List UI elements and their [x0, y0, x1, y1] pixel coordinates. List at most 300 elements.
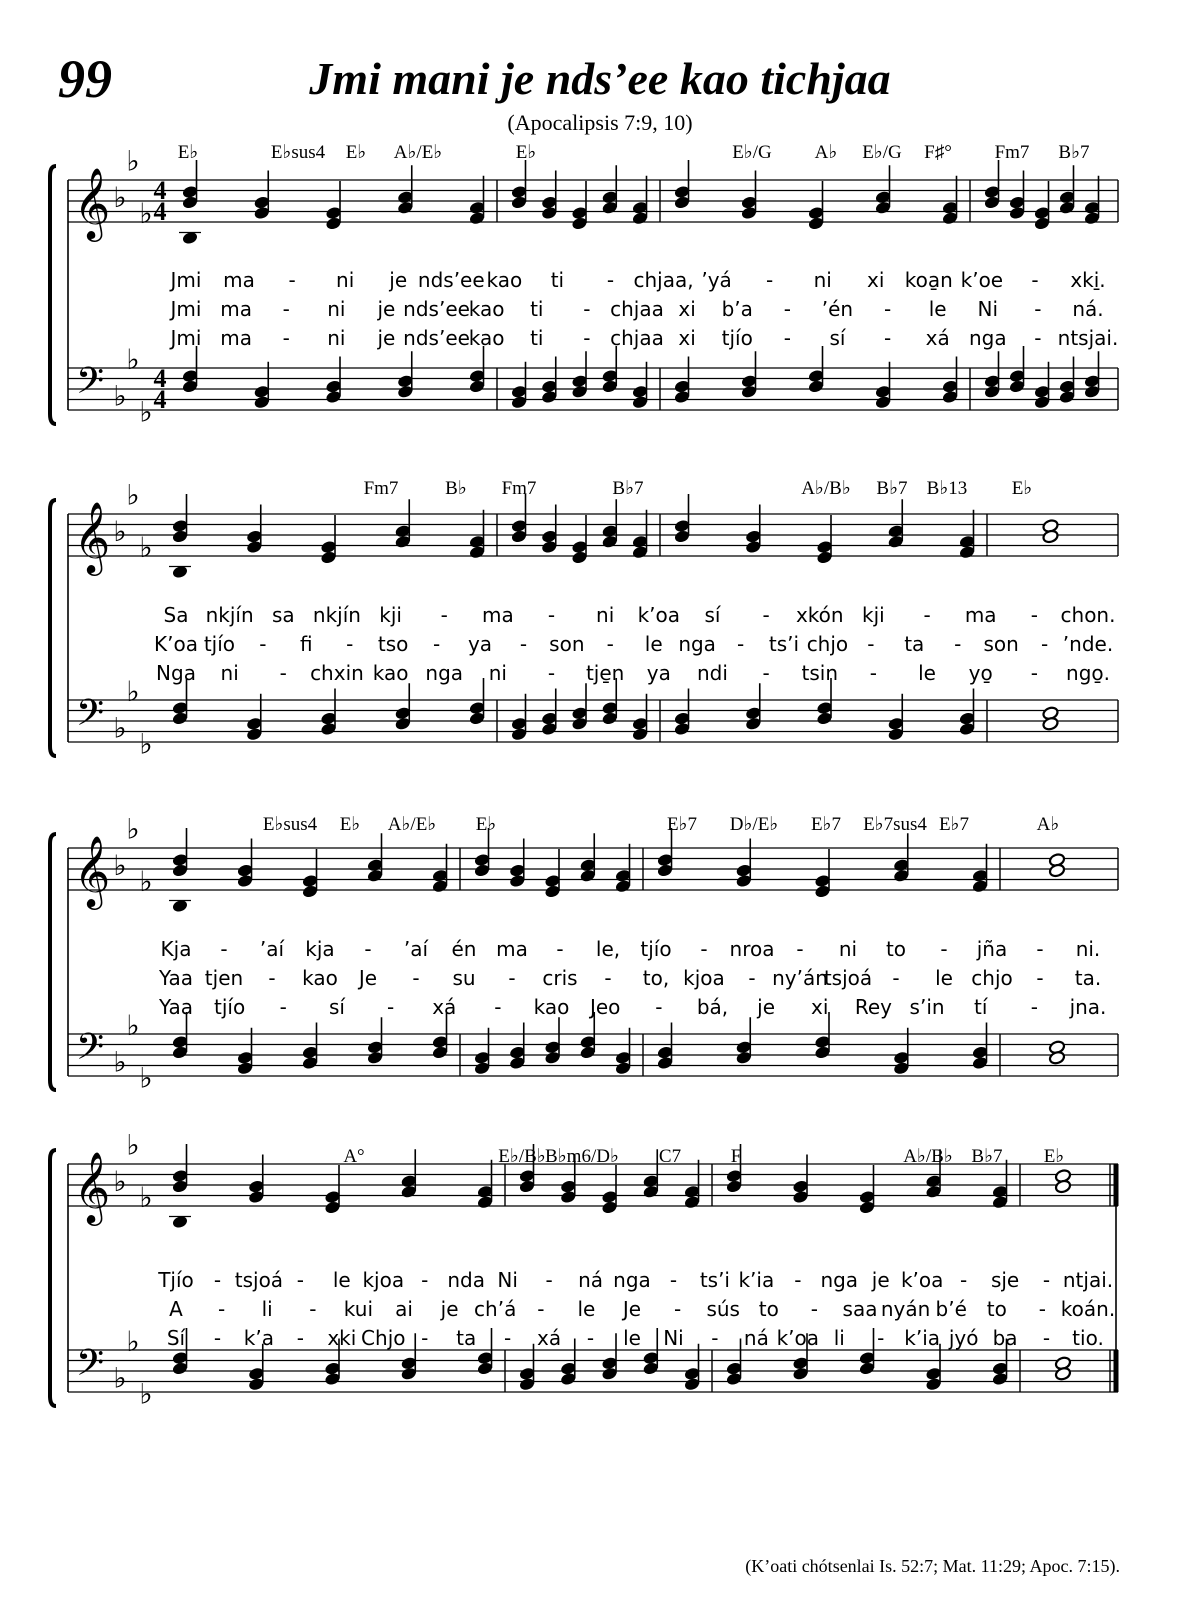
- lyric-syllable: le: [918, 661, 936, 685]
- flat-icon: ♭: [126, 1008, 140, 1042]
- lyric-syllable: ma: [220, 297, 252, 321]
- lyric-syllable: xi: [811, 995, 829, 1019]
- lyric-syllable: Jmi: [170, 326, 202, 350]
- lyric-syllable: yo̱: [968, 661, 993, 685]
- treble-clef-icon: 𝄞: [73, 166, 111, 239]
- lyric-syllable: le: [644, 632, 663, 656]
- chord-symbol: B♭7: [971, 1146, 1003, 1167]
- lyric-hyphen: -: [282, 326, 290, 350]
- lyric-syllable: kji: [379, 603, 402, 627]
- lyric-hyphen: -: [259, 632, 267, 656]
- chord-symbol: D♭/E♭: [729, 814, 779, 835]
- chord-symbol: Fm7: [501, 478, 537, 499]
- lyric-syllable: xi: [867, 268, 885, 292]
- lyric-syllable: k’ia: [904, 1326, 941, 1350]
- flat-icon: ♭: [113, 181, 127, 214]
- lyric-syllable: chxin: [310, 661, 364, 685]
- flat-icon: ♭: [113, 515, 127, 548]
- lyric-hyphen: -: [346, 632, 354, 656]
- lyric-syllable: ntsjai.: [1057, 326, 1119, 350]
- lyric-hyphen: -: [669, 1268, 678, 1292]
- lyric-syllable: koa̱n: [904, 268, 953, 292]
- chord-symbol: E♭sus4: [262, 814, 318, 835]
- chord-symbol: E♭: [177, 142, 199, 163]
- lyric-syllable: nga: [425, 661, 464, 685]
- lyric-hyphen: -: [220, 937, 228, 961]
- lyric-syllable: kao: [468, 297, 505, 321]
- lyric-syllable: ’aí: [403, 937, 429, 961]
- time-signature-bass: 4: [153, 364, 167, 393]
- lyric-syllable: xkón: [795, 603, 844, 627]
- lyric-syllable: tio.: [1072, 1326, 1104, 1350]
- system-bracket: [50, 834, 56, 1090]
- lyric-syllable: tjío: [721, 326, 753, 350]
- lyric-syllable: Ni: [497, 1268, 518, 1292]
- lyric-syllable: je: [871, 1268, 890, 1292]
- lyric-syllable: xá: [537, 1326, 562, 1350]
- lyric-hyphen: -: [412, 966, 420, 990]
- lyric-syllable: ni: [336, 268, 355, 292]
- lyric-syllable: ma: [964, 603, 997, 627]
- chord-symbol: E♭sus4: [270, 142, 326, 163]
- chord-symbol: F: [730, 1146, 742, 1167]
- lyric-syllable: ts’i: [699, 1268, 731, 1292]
- lyric-hyphen: -: [604, 966, 612, 990]
- hymn-title: Jmi mani je nds’ee kao tichjaa: [309, 53, 891, 104]
- chord-symbol: B♭: [445, 478, 467, 499]
- time-signature-treble: 4: [153, 176, 167, 205]
- lyric-syllable: le,: [595, 937, 621, 961]
- lyric-syllable: xki̱.: [1070, 268, 1106, 292]
- lyric-hyphen: -: [519, 632, 528, 656]
- lyric-syllable: Jmi: [170, 297, 202, 321]
- lyric-syllable: tsjoá: [823, 966, 873, 990]
- lyric-syllable: Je: [622, 1297, 642, 1321]
- lyric-syllable: le: [332, 1268, 351, 1292]
- lyric-syllable: ná: [743, 1326, 769, 1350]
- lyric-syllable: ta.: [1074, 966, 1102, 990]
- lyric-syllable: Ni: [977, 297, 999, 321]
- lyric-syllable: chjo: [806, 632, 849, 656]
- lyric-syllable: nkjín: [312, 603, 361, 627]
- lyric-syllable: xá: [925, 326, 950, 350]
- lyric-syllable: xki: [327, 1326, 357, 1350]
- lyric-syllable: tsjoá: [234, 1268, 284, 1292]
- lyric-syllable: Kja: [160, 937, 192, 961]
- lyric-syllable: nda: [447, 1268, 486, 1292]
- lyric-syllable: Tjío: [158, 1268, 194, 1292]
- chord-symbol: Fm7: [363, 478, 399, 499]
- lyric-syllable: Sí: [166, 1326, 186, 1350]
- lyric-syllable: li: [833, 1326, 845, 1350]
- lyric-hyphen: -: [655, 995, 663, 1019]
- chord-symbol: A°: [343, 1146, 365, 1167]
- lyric-syllable: tí: [974, 995, 988, 1019]
- lyric-syllable: saa: [842, 1297, 878, 1321]
- lyric-syllable: ma: [223, 268, 255, 292]
- lyric-syllable: ná: [578, 1268, 604, 1292]
- lyric-syllable: je: [389, 268, 408, 292]
- lyric-syllable: Nga: [156, 661, 196, 685]
- lyric-syllable: s’in: [909, 995, 945, 1019]
- lyric-syllable: kui: [343, 1297, 374, 1321]
- lyric-syllable: ni: [813, 268, 832, 292]
- lyric-hyphen: -: [421, 1326, 429, 1350]
- lyric-hyphen: -: [794, 1268, 802, 1292]
- lyric-syllable: sús: [706, 1297, 740, 1321]
- system-bracket: [50, 500, 56, 756]
- bass-clef-icon: 𝄢: [75, 1342, 105, 1393]
- lyric-syllable: je: [377, 297, 396, 321]
- lyric-syllable: nds’ee: [403, 326, 470, 350]
- lyric-syllable: b’é: [935, 1297, 967, 1321]
- lyric-syllable: chjaa: [610, 297, 664, 321]
- lyric-syllable: fi: [299, 632, 313, 656]
- lyric-hyphen: -: [960, 1268, 968, 1292]
- lyric-hyphen: -: [748, 966, 756, 990]
- chord-symbol: E♭7: [666, 814, 698, 835]
- lyric-hyphen: -: [883, 297, 892, 321]
- flat-icon: ♭: [139, 530, 153, 564]
- flat-icon: ♭: [126, 812, 140, 846]
- lyric-syllable: ba: [992, 1326, 1018, 1350]
- lyric-hyphen: -: [1030, 995, 1038, 1019]
- lyric-syllable: ch’á: [474, 1297, 517, 1321]
- lyric-syllable: cris: [542, 966, 578, 990]
- lyric-hyphen: -: [494, 995, 502, 1019]
- lyric-hyphen: -: [545, 1268, 553, 1292]
- lyric-syllable: kjoa: [683, 966, 725, 990]
- lyric-syllable: ná.: [1072, 297, 1104, 321]
- chord-symbol: E♭: [345, 142, 367, 163]
- chord-symbol: A♭: [1036, 814, 1060, 835]
- lyric-hyphen: -: [1030, 661, 1038, 685]
- lyric-syllable: ny’án: [772, 966, 828, 990]
- lyric-syllable: ma: [482, 603, 514, 627]
- chord-symbol: E♭: [515, 142, 537, 163]
- flat-icon: ♭: [113, 849, 127, 882]
- system-bracket: [50, 166, 56, 424]
- lyric-hyphen: -: [762, 661, 770, 685]
- lyric-syllable: Jeo: [589, 995, 621, 1019]
- lyric-syllable: ni: [488, 661, 507, 685]
- flat-icon: ♭: [139, 395, 153, 429]
- flat-icon: ♭: [126, 342, 140, 376]
- lyric-syllable: tjen: [204, 966, 244, 990]
- lyric-syllable: sí: [829, 326, 846, 350]
- lyric-syllable: ni: [838, 937, 858, 961]
- system-bracket: [50, 1150, 56, 1406]
- lyric-syllable: A: [169, 1297, 183, 1321]
- chord-symbol: A♭: [814, 142, 838, 163]
- chord-symbol: E♭: [1011, 478, 1033, 499]
- lyric-syllable: ’én: [821, 297, 854, 321]
- lyric-syllable: nga: [820, 1268, 859, 1292]
- lyric-syllable: kao: [468, 326, 505, 350]
- lyric-syllable: Je: [358, 966, 378, 990]
- lyric-syllable: chjaa: [610, 326, 664, 350]
- bass-clef-icon: 𝄢: [75, 1026, 105, 1077]
- chord-symbol: C7: [658, 1146, 682, 1167]
- lyric-hyphen: -: [586, 1326, 595, 1350]
- lyric-syllable: ’nde.: [1062, 632, 1114, 656]
- chord-symbol: B♭7: [876, 478, 908, 499]
- lyric-syllable: chjaa,: [633, 268, 694, 292]
- lyric-hyphen: -: [869, 661, 878, 685]
- lyric-hyphen: -: [1038, 1297, 1047, 1321]
- lyric-syllable: xi: [678, 297, 696, 321]
- chord-symbol: A♭/E♭: [393, 142, 443, 163]
- lyric-hyphen: -: [1031, 268, 1039, 292]
- lyric-syllable: to: [885, 937, 907, 961]
- bass-note: [1054, 1366, 1071, 1381]
- lyric-syllable: sa: [271, 603, 295, 627]
- lyric-syllable: ni: [220, 661, 239, 685]
- lyric-hyphen: -: [877, 1326, 885, 1350]
- lyric-syllable: tsin: [801, 661, 839, 685]
- lyric-hyphen: -: [213, 1268, 222, 1292]
- lyric-syllable: su: [452, 966, 476, 990]
- lyric-syllable: li: [261, 1297, 273, 1321]
- scripture-reference: (K’oati chótsenlai Is. 52:7; Mat. 11:29; Apoc. 7:15).: [745, 1556, 1120, 1576]
- lyric-syllable: Jmi: [170, 268, 202, 292]
- flat-icon: ♭: [139, 1377, 153, 1411]
- lyric-syllable: ts’i: [768, 632, 800, 656]
- lyric-syllable: ntjai.: [1062, 1268, 1114, 1292]
- lyric-syllable: le: [935, 966, 953, 990]
- lyric-hyphen: -: [279, 661, 287, 685]
- lyric-hyphen: -: [583, 326, 591, 350]
- lyric-hyphen: -: [288, 268, 296, 292]
- lyric-syllable: ya: [467, 632, 493, 656]
- lyric-syllable: Ni: [663, 1326, 684, 1350]
- chord-symbol: A♭/E♭: [387, 814, 437, 835]
- lyric-syllable: kao: [486, 268, 523, 292]
- chord-symbol: E♭7: [938, 814, 970, 835]
- chord-symbol: A♭/B♭: [903, 1146, 953, 1167]
- lyric-syllable: chjo: [971, 966, 1013, 990]
- lyric-syllable: k’oe: [960, 268, 1004, 292]
- chord-symbol: A♭/B♭: [801, 478, 851, 499]
- lyric-hyphen: -: [711, 1326, 719, 1350]
- lyric-hyphen: -: [296, 1326, 304, 1350]
- lyric-hyphen: -: [606, 632, 614, 656]
- lyric-syllable: jña: [976, 937, 1008, 961]
- lyric-hyphen: -: [1030, 603, 1038, 627]
- bass-clef-icon: 𝄢: [75, 692, 105, 743]
- lyric-hyphen: -: [1034, 297, 1042, 321]
- lyric-hyphen: -: [547, 603, 556, 627]
- lyric-syllable: tjío: [214, 995, 246, 1019]
- flat-icon: ♭: [113, 1361, 127, 1395]
- flat-icon: ♭: [113, 1045, 127, 1079]
- lyric-hyphen: -: [762, 603, 770, 627]
- lyric-syllable: nga: [678, 632, 716, 656]
- flat-icon: ♭: [139, 1180, 153, 1214]
- lyric-syllable: ya: [646, 661, 671, 685]
- lyric-syllable: kao: [533, 995, 570, 1019]
- chord-symbol: B♭m6/D♭: [545, 1146, 619, 1167]
- chord-symbol: E♭: [1043, 1146, 1065, 1167]
- lyric-syllable: nroa: [729, 937, 775, 961]
- lyric-syllable: jna.: [1069, 995, 1107, 1019]
- lyric-syllable: to,: [642, 966, 670, 990]
- lyric-syllable: ni: [327, 326, 346, 350]
- lyric-syllable: ’yá: [701, 268, 732, 292]
- lyric-hyphen: -: [810, 1297, 819, 1321]
- hymn-number: 99: [58, 49, 112, 109]
- lyric-hyphen: -: [508, 966, 516, 990]
- flat-icon: ♭: [113, 711, 127, 745]
- lyric-syllable: je: [757, 995, 776, 1019]
- lyric-syllable: K’oa: [154, 632, 198, 656]
- treble-clef-icon: 𝄞: [73, 1150, 111, 1223]
- lyric-hyphen: -: [279, 995, 287, 1019]
- time-signature-treble: 4: [153, 197, 167, 226]
- treble-note: [1048, 863, 1065, 878]
- lyric-syllable: Yaa: [159, 966, 193, 990]
- lyric-syllable: Sa: [163, 603, 189, 627]
- flat-icon: ♭: [126, 478, 140, 512]
- lyric-syllable: to: [986, 1297, 1007, 1321]
- lyric-hyphen: -: [783, 326, 791, 350]
- lyric-syllable: to: [758, 1297, 779, 1321]
- lyric-syllable: ti: [530, 326, 544, 350]
- lyric-hyphen: -: [1042, 1268, 1051, 1292]
- lyric-hyphen: -: [1036, 966, 1044, 990]
- lyric-hyphen: -: [547, 661, 556, 685]
- lyric-hyphen: -: [296, 1268, 304, 1292]
- chord-symbol: B♭7: [1058, 142, 1090, 163]
- lyric-hyphen: -: [892, 966, 900, 990]
- flat-icon: ♭: [139, 864, 153, 898]
- lyric-syllable: son: [983, 632, 1019, 656]
- lyric-syllable: ni: [596, 603, 615, 627]
- flat-icon: ♭: [126, 1128, 140, 1162]
- lyric-syllable: k’ia: [738, 1268, 775, 1292]
- flat-icon: ♭: [139, 727, 153, 761]
- lyric-hyphen: -: [954, 632, 962, 656]
- lyric-syllable: sje: [990, 1268, 1020, 1292]
- lyric-syllable: ’aí: [259, 937, 285, 961]
- lyric-hyphen: -: [783, 297, 791, 321]
- flat-icon: ♭: [126, 1324, 140, 1358]
- lyric-hyphen: -: [213, 1326, 222, 1350]
- lyric-syllable: k’oa: [900, 1268, 944, 1292]
- chord-symbol: B♭13: [926, 478, 968, 499]
- lyric-syllable: ni.: [1075, 937, 1101, 961]
- lyric-syllable: nkjín: [205, 603, 254, 627]
- lyric-syllable: ti: [530, 297, 544, 321]
- chord-symbol: E♭7sus4: [863, 814, 927, 835]
- lyric-syllable: ndi: [697, 661, 728, 685]
- lyric-hyphen: -: [504, 1326, 512, 1350]
- lyric-hyphen: -: [421, 1268, 429, 1292]
- lyric-syllable: le: [623, 1326, 641, 1350]
- chord-symbol: E♭/G: [862, 142, 902, 163]
- lyric-syllable: nyán: [880, 1297, 931, 1321]
- lyric-syllable: tjío: [640, 937, 672, 961]
- lyric-syllable: je: [440, 1297, 459, 1321]
- chord-symbol: E♭/B♭: [498, 1146, 546, 1167]
- lyric-hyphen: -: [940, 937, 948, 961]
- lyric-hyphen: -: [883, 326, 892, 350]
- lyric-hyphen: -: [1040, 632, 1049, 656]
- lyric-hyphen: -: [432, 632, 441, 656]
- lyric-hyphen: -: [736, 632, 745, 656]
- lyric-syllable: ta: [456, 1326, 477, 1350]
- lyric-syllable: Rey: [854, 995, 892, 1019]
- bass-note: [1048, 1050, 1065, 1065]
- lyric-syllable: kjoa: [362, 1268, 405, 1292]
- lyric-syllable: le: [577, 1297, 596, 1321]
- treble-note: [1042, 529, 1059, 544]
- lyric-syllable: tjío: [203, 632, 236, 656]
- flat-icon: ♭: [139, 1061, 153, 1095]
- lyric-hyphen: -: [556, 937, 564, 961]
- flat-icon: ♭: [126, 144, 140, 178]
- chord-symbol: E♭: [475, 814, 497, 835]
- lyric-syllable: k’oa: [776, 1326, 820, 1350]
- lyric-hyphen: -: [440, 603, 448, 627]
- lyric-syllable: kja: [305, 937, 335, 961]
- lyric-syllable: bá,: [696, 995, 729, 1019]
- treble-clef-icon: 𝄞: [73, 500, 111, 573]
- treble-clef-icon: 𝄞: [73, 834, 111, 907]
- chord-symbol: E♭7: [810, 814, 842, 835]
- lyric-syllable: k’a: [243, 1326, 275, 1350]
- chord-symbol: B♭7: [612, 478, 644, 499]
- lyric-syllable: én: [451, 937, 477, 961]
- lyric-hyphen: -: [606, 268, 615, 292]
- chord-symbol: Fm7: [994, 142, 1030, 163]
- chord-symbol: F♯°: [924, 142, 952, 163]
- lyric-syllable: ti: [550, 268, 565, 292]
- lyric-syllable: tje̱n: [585, 661, 625, 685]
- lyric-hyphen: -: [268, 966, 276, 990]
- lyric-syllable: xá: [432, 995, 457, 1019]
- lyric-hyphen: -: [1034, 326, 1042, 350]
- lyric-hyphen: -: [1036, 937, 1044, 961]
- lyric-syllable: ngo̱.: [1066, 661, 1110, 685]
- lyric-syllable: je: [377, 326, 396, 350]
- lyric-hyphen: -: [217, 1297, 226, 1321]
- lyric-hyphen: -: [309, 1297, 317, 1321]
- lyric-hyphen: -: [282, 297, 290, 321]
- lyric-syllable: ta: [904, 632, 925, 656]
- lyric-syllable: koán.: [1060, 1297, 1116, 1321]
- lyric-syllable: chon.: [1060, 603, 1116, 627]
- lyric-hyphen: -: [766, 268, 774, 292]
- lyric-syllable: nds’ee: [403, 297, 470, 321]
- lyric-syllable: ma: [220, 326, 252, 350]
- lyric-syllable: son: [549, 632, 585, 656]
- lyric-syllable: kji: [862, 603, 885, 627]
- lyric-hyphen: -: [537, 1297, 545, 1321]
- lyric-hyphen: -: [700, 937, 708, 961]
- flat-icon: ♭: [139, 196, 153, 230]
- lyric-syllable: sí: [328, 995, 345, 1019]
- flat-icon: ♭: [126, 674, 140, 708]
- lyric-syllable: ma: [496, 937, 528, 961]
- flat-icon: ♭: [113, 379, 127, 413]
- lyric-syllable: kao: [302, 966, 338, 990]
- lyric-syllable: nds’ee: [417, 268, 485, 292]
- lyric-syllable: jyó: [948, 1326, 979, 1350]
- bass-clef-icon: 𝄢: [75, 360, 105, 411]
- lyric-syllable: ai: [395, 1297, 413, 1321]
- lyric-syllable: tso: [377, 632, 409, 656]
